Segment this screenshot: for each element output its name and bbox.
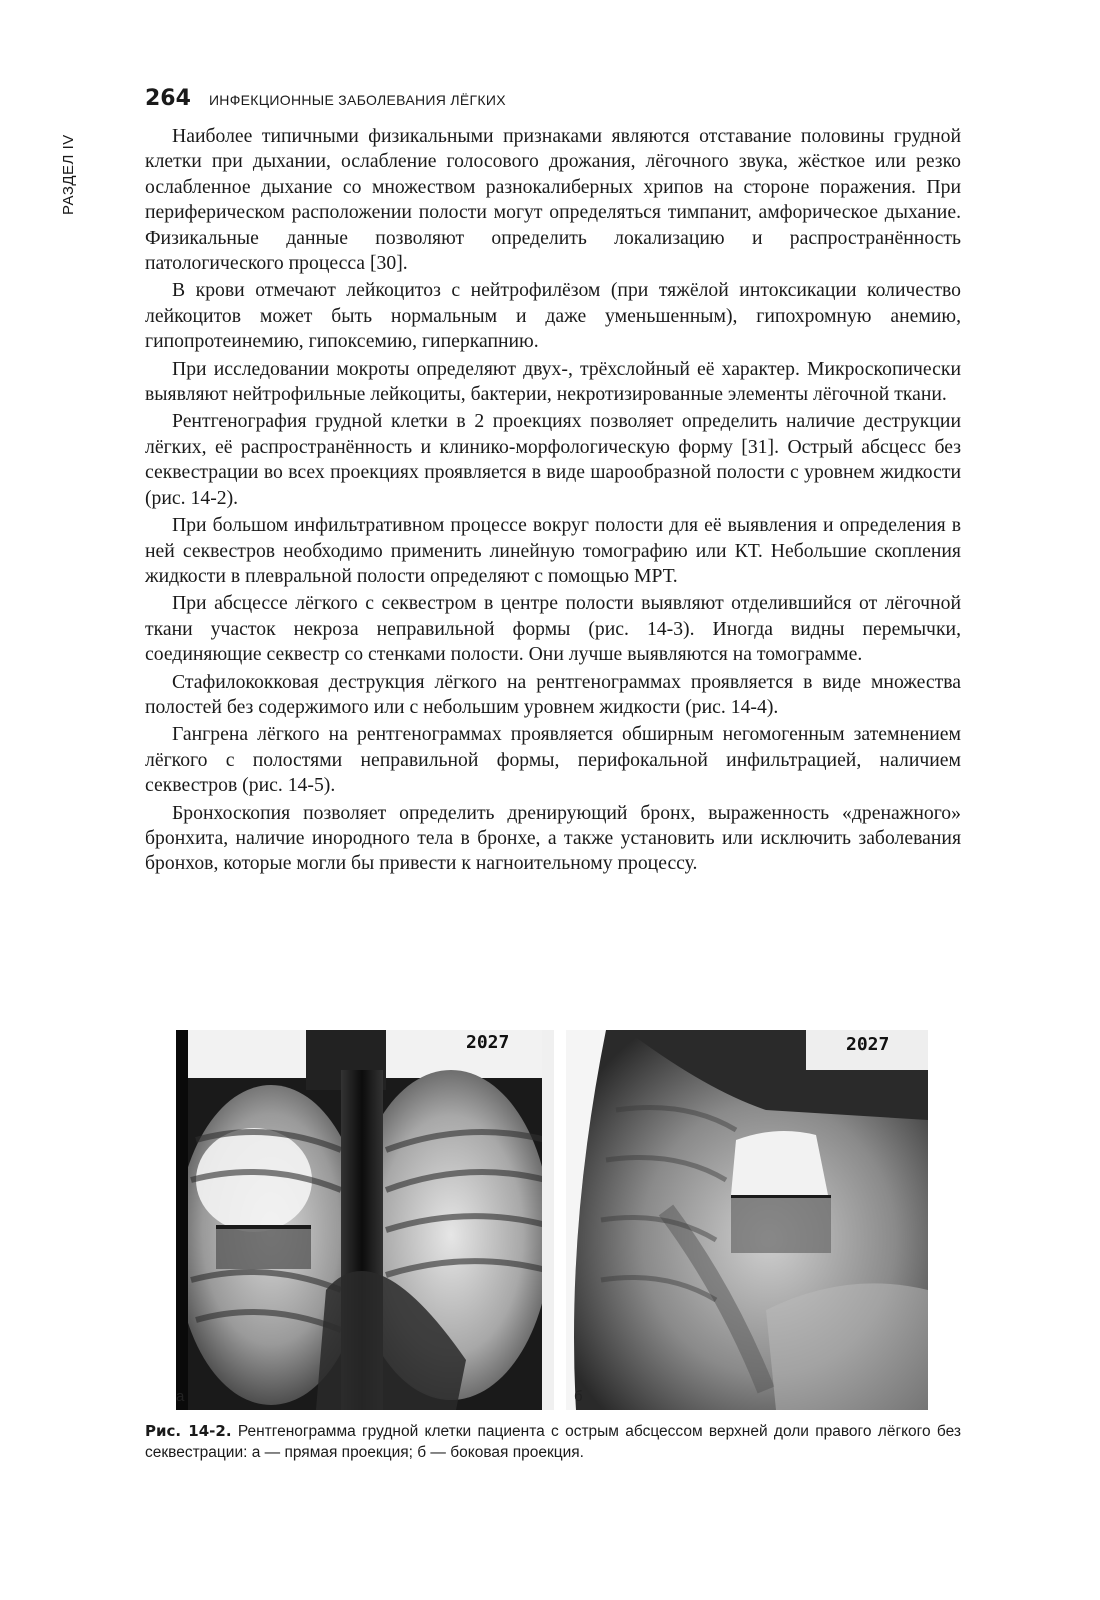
page-header [145,86,506,114]
paragraph: При исследовании мокроты определяют двух-, трёхслойный её характер. Микроскопически выявляют нейтрофильные лейкоциты, бактерии, некротизированные элементы лёгочной ткани. [145,357,961,406]
paragraph: Гангрена лёгкого на рентгенограммах проявляется обширным негомогенным затемнением лёгкого с полостями неправильной формы, перифокальной инфильтрацией, наличием секвестров (рис. 14-5). [145,723,961,797]
section-side-label: РАЗДЕЛ IV [60,134,77,215]
panel-label-a: а [176,1388,185,1405]
caption-label: Рис. 14-2. [145,1422,232,1440]
xray-lateral-image [566,1030,928,1410]
page-number: 264 [145,86,191,111]
paragraph: Стафилококковая деструкция лёгкого на рентгенограммах проявляется в виде множества полостей без содержимого или с небольшим уровнем жидкости (рис. 14-4). [145,670,961,718]
caption-text: Рентгенограмма грудной клетки пациента с острым абсцессом верхней доли правого лёгкого без секвестрации: а — прямая проекция; б — боковая проекция. [145,1423,961,1461]
xray-frontal-image [176,1030,554,1410]
paragraph: Наиболее типичными физикальными признаками являются отставание половины грудной клетки при дыхании, ослабление голосового дрожания, лёгочного звука, жёсткое или резко ослабленное дыхание со множеством разнокалиберных хрипов на стороне поражения. При периферическом расположении полости могут определяться тимпанит, амфорическое дыхание. Физикальные данные позволяют определить локализацию и распространённость патологического процесса [30]. [145,125,961,275]
xray-b-marking: 2027 [846,1034,890,1055]
figure-caption [145,1421,961,1463]
xray-a-marking: 2027 [466,1032,510,1053]
paragraph: При большом инфильтративном процессе вокруг полости для её выявления и определения в ней секвестров необходимо применить линейную томографию или КТ. Небольшие скопления жидкости в плевральной полости определяют с помощью МРТ. [145,514,961,587]
panel-label-b: б [574,1388,583,1405]
paragraph: Бронхоскопия позволяет определить дренирующий бронх, выраженность «дренажного» бронхита, наличие инородного тела в бронхе, а также установить или исключить заболевания бронхов, которые могли бы привести к нагноительному процессу. [145,801,961,875]
paragraph: В крови отмечают лейкоцитоз с нейтрофилёзом (при тяжёлой интоксикации количество лейкоцитов может быть нормальным и даже уменьшенным), гипохромную анемию, гипопротеинемию, гипоксемию, гиперкапнию. [145,279,961,353]
body-text [145,124,961,879]
paragraph: При абсцессе лёгкого с секвестром в центре полости выявляют отделившийся от лёгочной ткани участок некроза неправильной формы (рис. 14-3). Иногда видны перемычки, соединяющие секвестр со стенками полости. Они лучше выявляются на томограмме. [145,592,961,666]
running-head: ИНФЕКЦИОННЫЕ ЗАБОЛЕВАНИЯ ЛЁГКИХ [208,92,506,108]
paragraph: Рентгенография грудной клетки в 2 проекциях позволяет определить наличие деструкции лёгких, её распространённость и клинико-морфологическую форму [31]. Острый абсцесс без секвестрации во всех проекциях проявляется в виде шарообразной полости с уровнем жидкости (рис. 14-2). [145,410,961,509]
